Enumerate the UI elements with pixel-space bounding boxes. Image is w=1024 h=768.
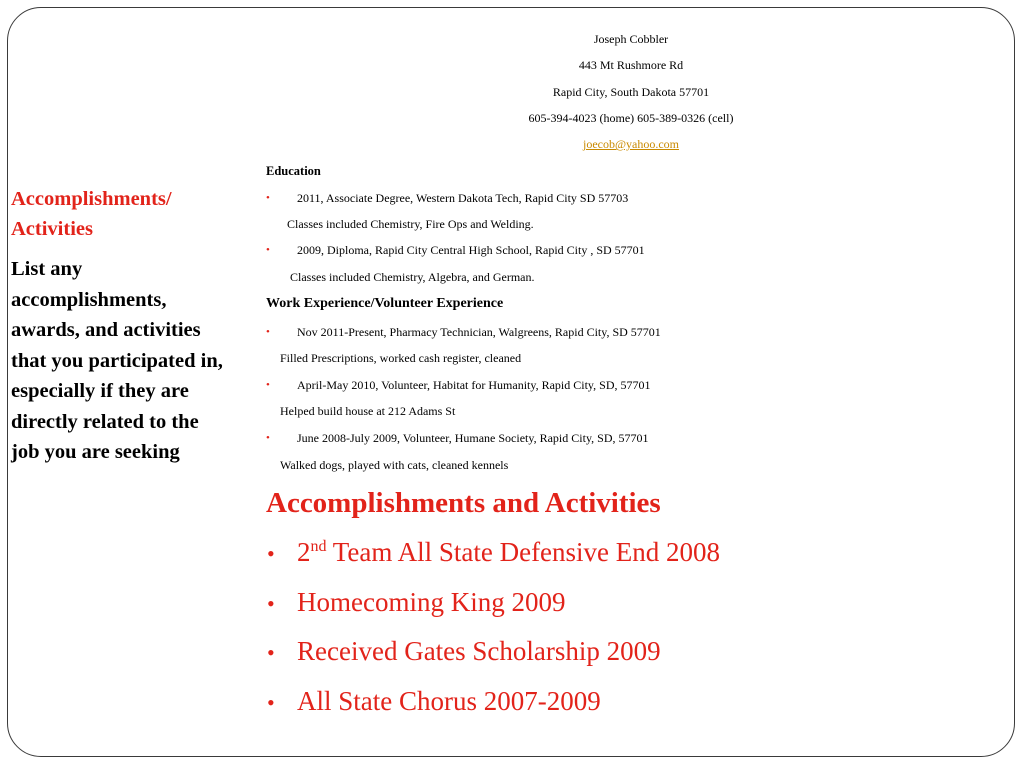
bullet-icon: • — [267, 541, 275, 566]
bullet-icon: • — [266, 379, 270, 391]
work-heading: Work Experience/Volunteer Experience — [266, 296, 504, 311]
contact-phone: 605-394-4023 (home) 605-389-0326 (cell) — [528, 110, 734, 125]
sidebar-instructions: List any accomplishments, awards, and activities that you participated in, especially if they are directly related to the job you are seeking — [11, 258, 223, 463]
accomplishment-item — [267, 683, 601, 721]
work-detail: Walked dogs, played with cats, cleaned kennels — [280, 458, 509, 472]
contact-email-link[interactable]: joecob@yahoo.com — [582, 137, 680, 152]
bullet-icon: • — [267, 690, 275, 715]
accomplishment-item — [267, 534, 720, 572]
work-detail: Filled Prescriptions, worked cash register, cleaned — [280, 351, 522, 365]
ordinal-suffix: nd — [310, 538, 327, 555]
education-heading: Education — [266, 164, 321, 178]
accomplishment-item — [267, 633, 661, 671]
contact-address: 443 Mt Rushmore Rd — [578, 58, 684, 73]
sidebar-title: Accomplishments/ Activities — [11, 188, 172, 240]
work-detail: Helped build house at 212 Adams St — [280, 404, 456, 418]
contact-block — [480, 29, 782, 160]
education-entry: 2009, Diploma, Rapid City Central High School, Rapid City , SD 57701 — [297, 243, 645, 257]
work-entry: Nov 2011-Present, Pharmacy Technician, Walgreens, Rapid City, SD 57701 — [297, 325, 661, 339]
accomplishments-heading: Accomplishments and Activities — [266, 487, 661, 519]
bullet-icon: • — [267, 640, 275, 665]
contact-name: Joseph Cobbler — [593, 32, 669, 46]
work-entry: April-May 2010, Volunteer, Habitat for Humanity, Rapid City, SD, 57701 — [297, 378, 651, 392]
bullet-icon: • — [267, 591, 275, 616]
education-detail: Classes included Chemistry, Algebra, and German. — [290, 270, 535, 284]
education-detail: Classes included Chemistry, Fire Ops and Welding. — [287, 217, 534, 231]
accomplishment-text: Team All State Defensive End 2008 — [326, 537, 721, 567]
bullet-icon: • — [266, 432, 270, 444]
bullet-icon: • — [266, 192, 270, 204]
accomplishment-text: Received Gates Scholarship 2009 — [297, 636, 661, 666]
accomplishment-text: Homecoming King 2009 — [297, 587, 566, 617]
education-entry: 2011, Associate Degree, Western Dakota Tech, Rapid City SD 57703 — [297, 191, 629, 205]
work-entry: June 2008-July 2009, Volunteer, Humane Society, Rapid City, SD, 57701 — [297, 431, 649, 445]
accomplishment-item — [267, 584, 565, 622]
bullet-icon: • — [266, 326, 270, 338]
ordinal-number: 2 — [297, 537, 311, 567]
sidebar-panel — [11, 184, 226, 468]
accomplishment-text: All State Chorus 2007-2009 — [297, 686, 601, 716]
contact-city: Rapid City, South Dakota 57701 — [552, 84, 710, 99]
bullet-icon: • — [266, 244, 270, 256]
